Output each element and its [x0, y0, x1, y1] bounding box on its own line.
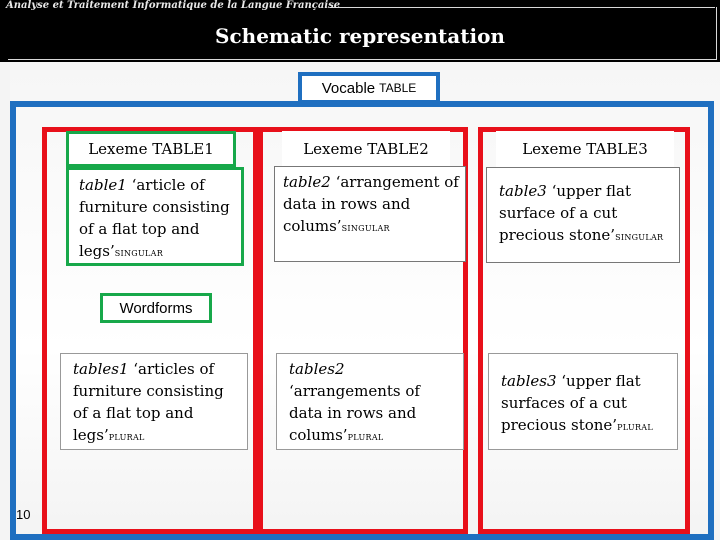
wordform-gloss: ‘upper flat surfaces of a cut precious stone’: [501, 372, 641, 434]
vocable-name: TABLE: [379, 81, 417, 95]
grammar-tag: PLURAL: [108, 433, 145, 442]
wordform-word: tables3: [501, 372, 557, 390]
grammar-tag: PLURAL: [617, 423, 653, 432]
wordform-2: [276, 353, 464, 450]
lexeme-definition-3: [486, 167, 680, 263]
grammar-tag: SINGULAR: [615, 233, 664, 242]
wordform-gloss: ‘articles of furniture consisting of a flat top and legs’: [73, 360, 224, 444]
wordform-word: tables1: [73, 360, 129, 378]
wordforms-label: Wordforms: [100, 293, 212, 323]
wordform-word: tables2: [289, 360, 345, 378]
definition-word: table3: [499, 182, 547, 200]
definition-gloss: ‘article of furniture consisting of a flat top and legs’: [79, 176, 230, 260]
vocable-word: Vocable: [321, 79, 376, 97]
vocable-label: [298, 72, 440, 104]
header-rule: [330, 7, 715, 8]
page-number: 10: [16, 507, 31, 522]
lexeme-definition-1: [66, 167, 244, 266]
wordform-1: [60, 353, 248, 450]
lexeme-title-1: Lexeme TABLE1: [66, 131, 236, 167]
course-subtitle: Analyse et Traitement Informatique de la Langue Française: [6, 0, 341, 11]
lexeme-title-3: Lexeme TABLE3: [496, 131, 674, 167]
lexeme-definition-2: [274, 166, 466, 262]
lexeme-title-2: Lexeme TABLE2: [282, 131, 450, 167]
definition-gloss: ‘arrangement of data in rows and colums’: [283, 173, 459, 235]
header-rule-bottom: [8, 59, 717, 60]
slide-title: Schematic representation: [215, 24, 505, 48]
definition-word: table2: [283, 173, 331, 191]
definition-gloss: ‘upper flat surface of a cut precious stone’: [499, 182, 631, 244]
grammar-tag: PLURAL: [347, 433, 384, 442]
wordform-gloss: ‘arrangements of data in rows and colums’: [289, 382, 420, 444]
grammar-tag: SINGULAR: [114, 249, 164, 258]
definition-word: table1: [79, 176, 127, 194]
wordform-3: [488, 353, 678, 450]
slide-left-strip: [0, 62, 10, 540]
grammar-tag: SINGULAR: [341, 224, 390, 233]
